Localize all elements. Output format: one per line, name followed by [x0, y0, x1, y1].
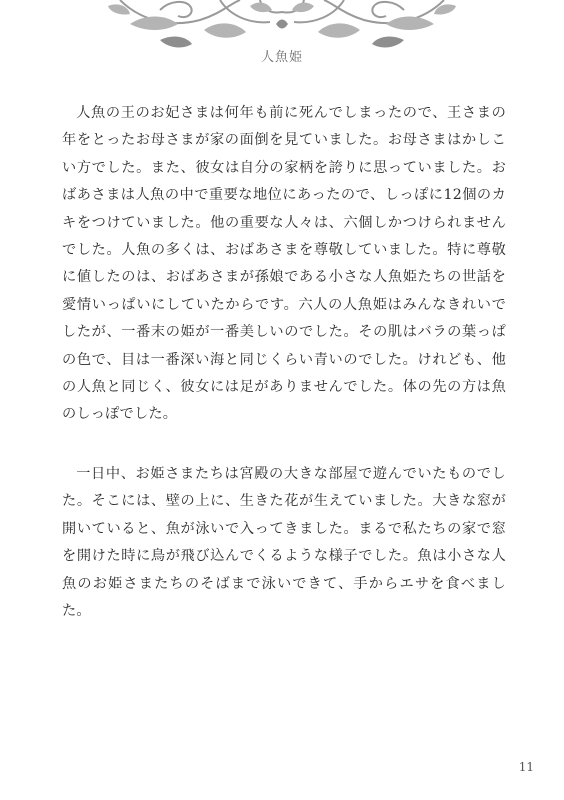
page-header-title: 人魚姫: [260, 50, 303, 65]
page-number: 11: [518, 760, 534, 774]
paragraph: 人魚の王のお妃さまは何年も前に死んでしまったので、王さまの年をとったお母さまが家の面倒を見ていました。お母さまはかしこい方でした。また、彼女は自分の家柄を誇りに思っていました。おばあさまは人魚の中で重要な地位にあったので、しっぽに12個のカキをつけていました。他の重要な人々は、六個しかつけられませんでした。人魚の多くは、おばあさまを尊敬していました。特に尊敬に値したのは、おばあさまが孫娘である小さな人魚姫たちの世話を愛情いっぱいにしていたからです。六人の人魚姫はみんなきれいでしたが、一番末の姫が一番美しいのでした。その肌はバラの葉っぱの色で、目は一番深い海と同じくらい青いのでした。けれども、他の人魚と同じく、彼女には足がありませんでした。体の先の方は魚のしっぽでした。: [62, 105, 506, 423]
body-text: [62, 100, 506, 657]
paragraph: 一日中、お姫さまたちは宮殿の大きな部屋で遊んでいたものでした。そこには、壁の上に、生きた花が生えていました。大きな窓が開いていると、魚が泳いで入ってきました。まるで私たちの家で窓を開けた時に鳥が飛び込んでくるような様子でした。魚は小さな人魚のお姫さまたちのそばまで泳いできて、手からエサを食べました。: [62, 465, 506, 619]
